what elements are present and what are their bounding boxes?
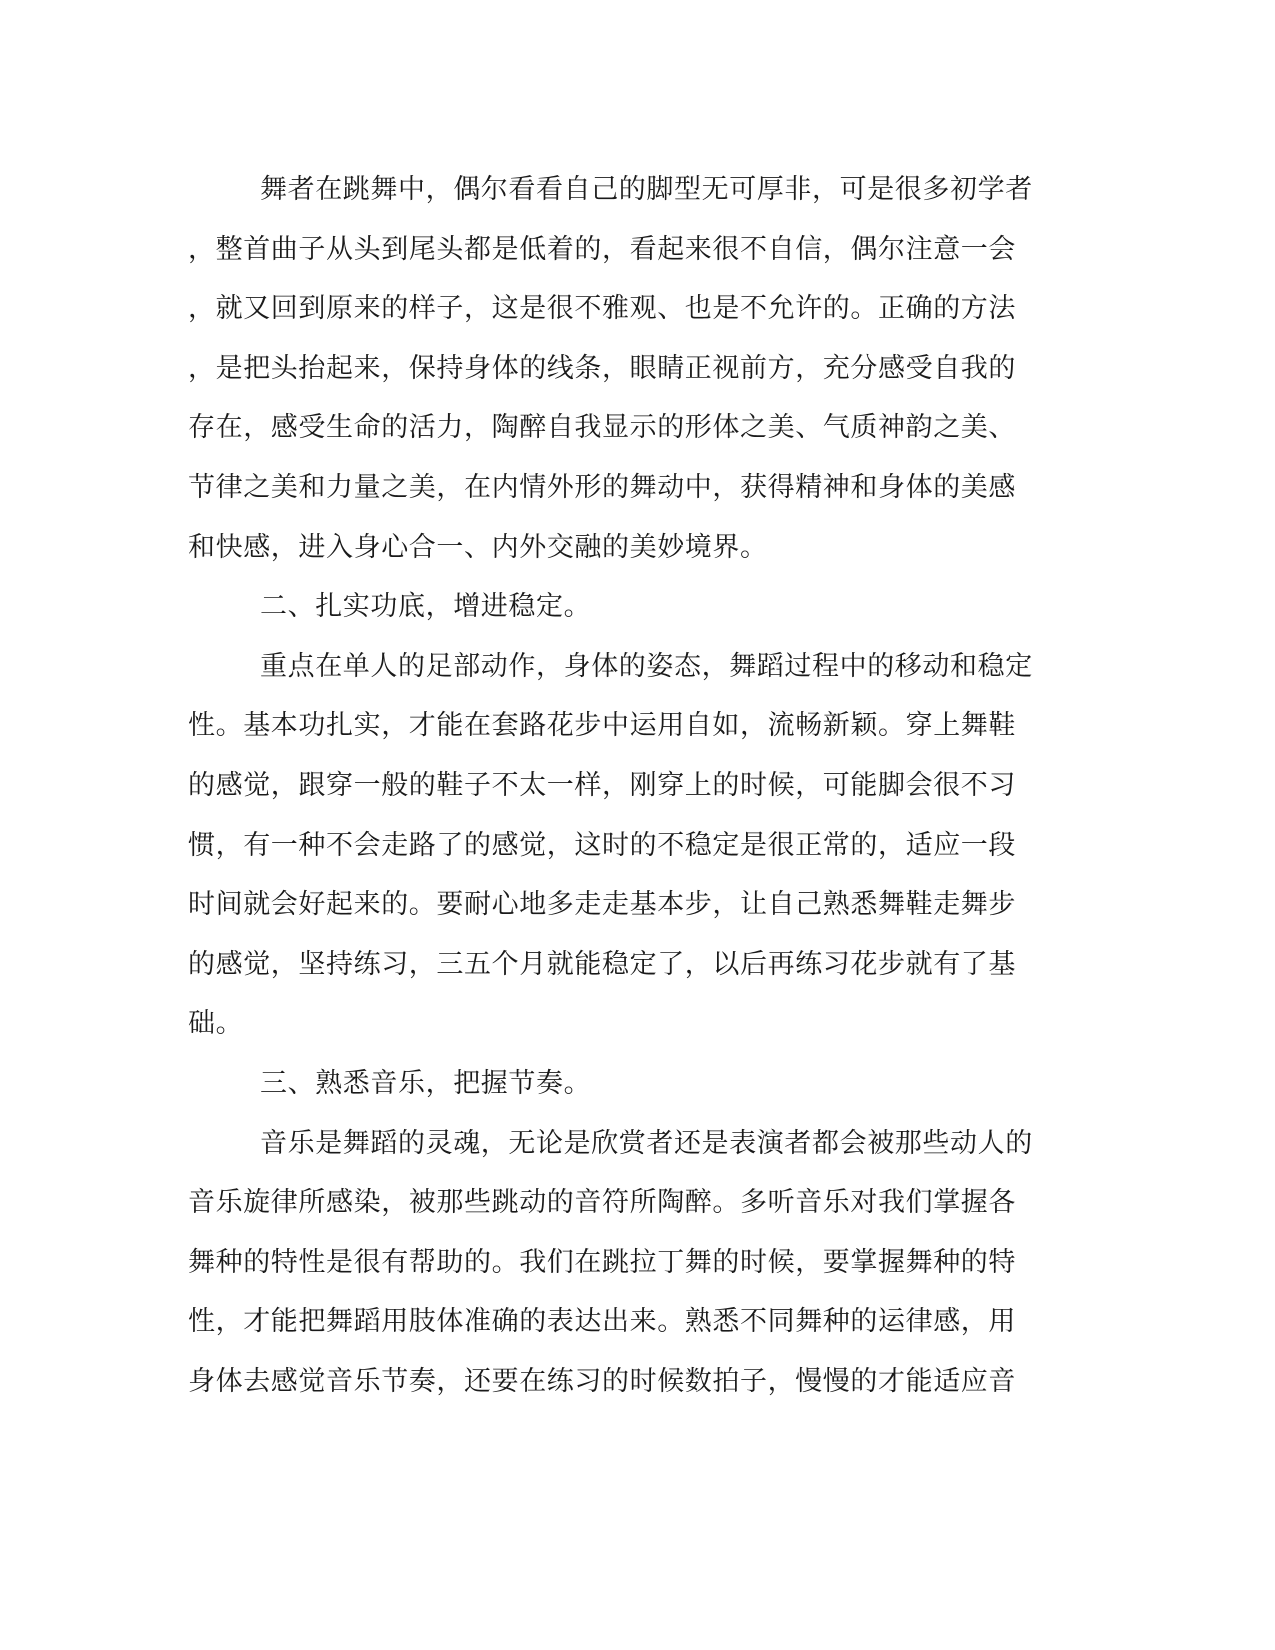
document-body: [188, 160, 1068, 1411]
section-heading-text: 三、熟悉音乐，把握节奏。: [260, 1067, 592, 1099]
text-line: 存在，感受生命的活力，陶醉自我显示的形体之美、气质神韵之美、: [188, 412, 1016, 444]
text-line: ，就又回到原来的样子，这是很不雅观、也是不允许的。正确的方法: [188, 293, 1016, 325]
paragraph-posture: [188, 160, 1068, 577]
text-line: 的感觉，坚持练习，三五个月就能稳定了，以后再练习花步就有了基: [188, 948, 1016, 980]
text-line: 节律之美和力量之美，在内情外形的舞动中，获得精神和身体的美感: [188, 471, 1016, 503]
text-line: 舞者在跳舞中，偶尔看看自己的脚型无可厚非，可是很多初学者: [260, 174, 1033, 205]
paragraph-music: [188, 1114, 1068, 1412]
text-line: 性，才能把舞蹈用肢体准确的表达出来。熟悉不同舞种的运律感，用: [188, 1306, 1016, 1338]
text-line: 时间就会好起来的。要耐心地多走走基本步，让自己熟悉舞鞋走舞步: [188, 889, 1016, 921]
section-heading-3: [188, 1054, 1068, 1114]
text-line: 身体去感觉音乐节奏，还要在练习的时候数拍子，慢慢的才能适应音: [188, 1365, 1016, 1397]
section-heading-text: 二、扎实功底，增进稳定。: [260, 591, 592, 623]
text-line: 重点在单人的足部动作，身体的姿态，舞蹈过程中的移动和稳定: [260, 650, 1033, 682]
text-line: 惯，有一种不会走路了的感觉，这时的不稳定是很正常的，适应一段: [188, 829, 1016, 861]
text-line: 的感觉，跟穿一般的鞋子不太一样，刚穿上的时候，可能脚会很不习: [188, 769, 1016, 801]
text-line: 舞种的特性是很有帮助的。我们在跳拉丁舞的时候，要掌握舞种的特: [188, 1246, 1016, 1278]
paragraph-fundamentals: [188, 637, 1068, 1054]
text-line: 音乐旋律所感染，被那些跳动的音符所陶醉。多听音乐对我们掌握各: [188, 1187, 1016, 1219]
text-line: ，是把头抬起来，保持身体的线条，眼睛正视前方，充分感受自我的: [188, 352, 1016, 384]
text-line: 础。: [188, 1008, 244, 1040]
text-line: 和快感，进入身心合一、内外交融的美妙境界。: [188, 531, 768, 563]
section-heading-2: [188, 577, 1068, 637]
text-line: ，整首曲子从头到尾头都是低着的，看起来很不自信，偶尔注意一会: [188, 233, 1016, 265]
text-line: 音乐是舞蹈的灵魂，无论是欣赏者还是表演者都会被那些动人的: [260, 1127, 1033, 1159]
text-line: 性。基本功扎实，才能在套路花步中运用自如，流畅新颖。穿上舞鞋: [188, 710, 1016, 742]
